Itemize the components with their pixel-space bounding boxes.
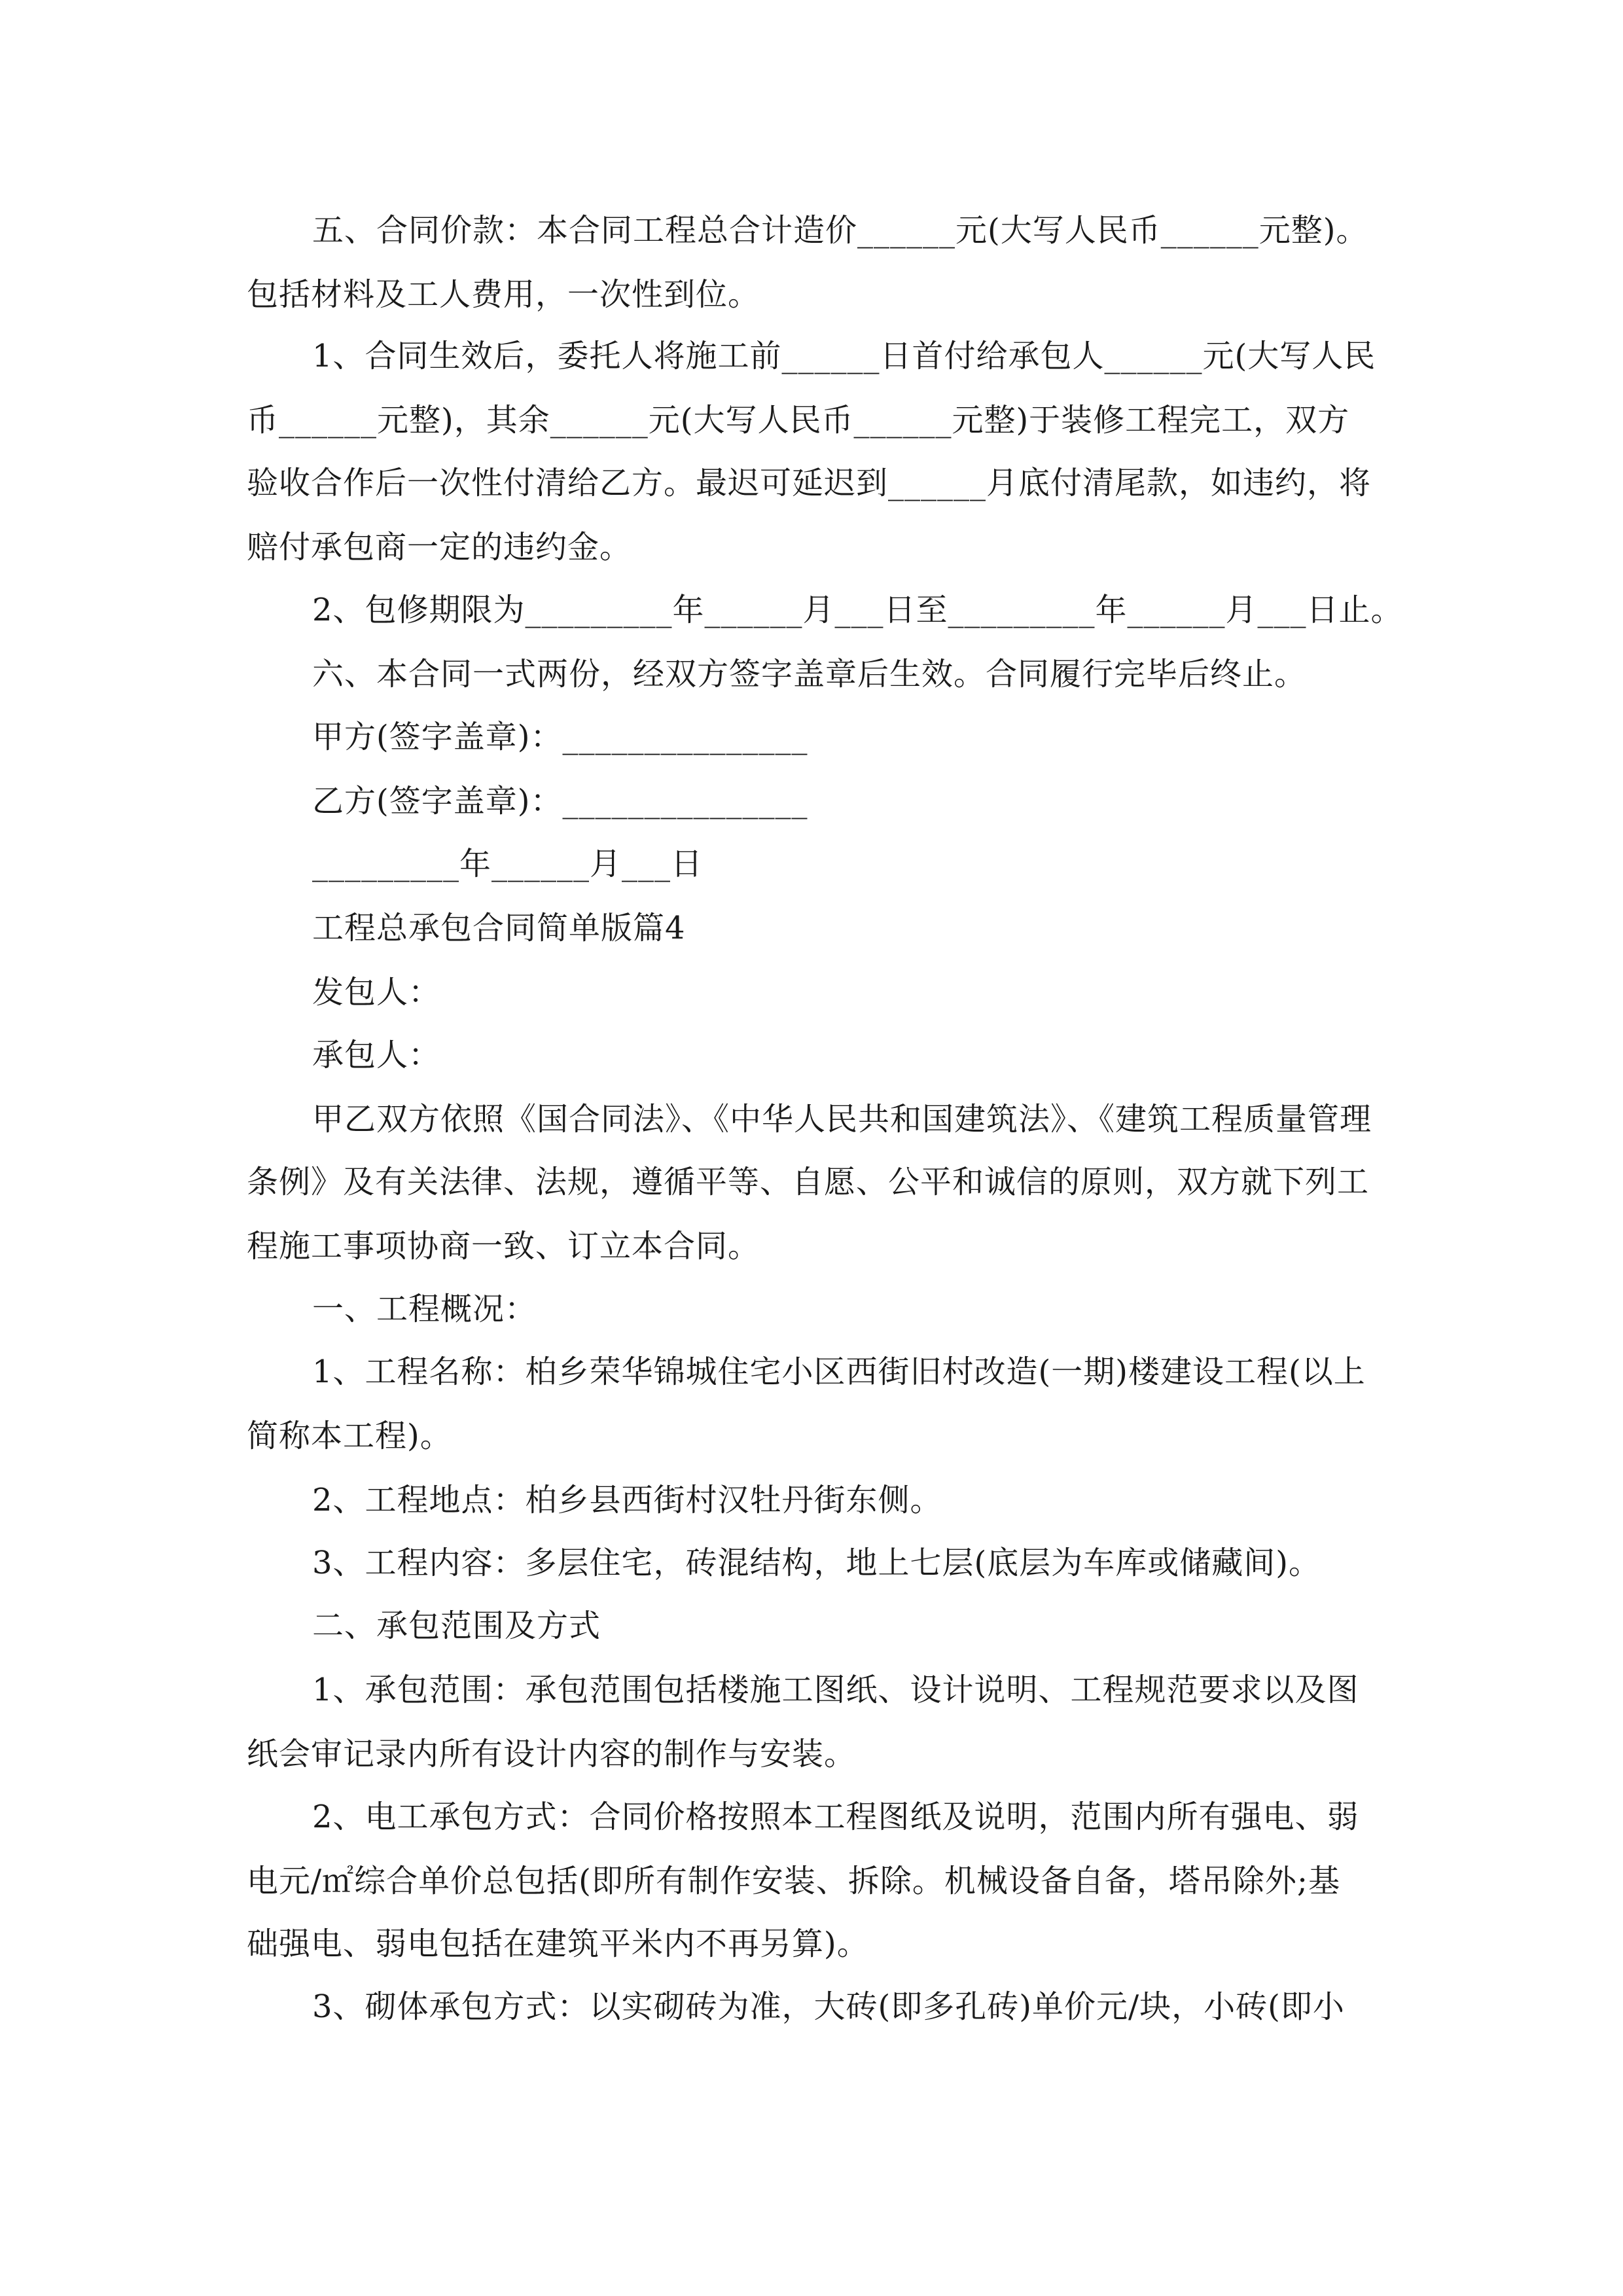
- paragraph-line: 甲乙双方依照《国合同法》、《中华人民共和国建筑法》、《建筑工程质量管理: [312, 1101, 1372, 1138]
- paragraph-line: 1、合同生效后，委托人将施工前______日首付给承包人______元(大写人民: [312, 338, 1376, 374]
- paragraph-line: 3、砌体承包方式：以实砌砖为准，大砖(即多孔砖)单价元/块，小砖(即小: [312, 1988, 1345, 2025]
- paragraph-line: 二、承包范围及方式: [312, 1607, 601, 1644]
- paragraph-line: 六、本合同一式两份，经双方签字盖章后生效。合同履行完毕后终止。: [312, 656, 1307, 692]
- paragraph-line: 2、电工承包方式：合同价格按照本工程图纸及说明，范围内所有强电、弱: [312, 1799, 1359, 1835]
- paragraph-line: 2、包修期限为_________年______月___日至_________年______月___日止。: [312, 592, 1403, 628]
- paragraph-line: 纸会审记录内所有设计内容的制作与安装。: [247, 1736, 857, 1772]
- paragraph-line: 五、合同价款：本合同工程总合计造价______元(大写人民币______元整)。: [312, 212, 1368, 249]
- paragraph-line: 一、工程概况：: [312, 1291, 537, 1327]
- paragraph-line: 1、工程名称：柏乡荣华锦城住宅小区西街旧村改造(一期)楼建设工程(以上: [312, 1354, 1366, 1390]
- paragraph-line: 电元/㎡综合单价总包括(即所有制作安装、拆除。机械设备自备，塔吊除外;基: [247, 1863, 1341, 1899]
- paragraph-line: 条例》及有关法律、法规，遵循平等、自愿、公平和诚信的原则，双方就下列工: [247, 1164, 1370, 1200]
- paragraph-line: 包括材料及工人费用，一次性到位。: [247, 276, 760, 313]
- paragraph-line: 承包人：: [312, 1037, 441, 1073]
- signature-line-party-b: 乙方(签字盖章)：_______________: [312, 783, 808, 819]
- paragraph-line: 赔付承包商一定的违约金。: [247, 529, 632, 565]
- paragraph-line: 础强电、弱电包括在建筑平米内不再另算)。: [247, 1926, 869, 1962]
- section-title: 工程总承包合同简单版篇4: [312, 910, 686, 946]
- paragraph-line: 3、工程内容：多层住宅，砖混结构，地上七层(底层为车库或储藏间)。: [312, 1545, 1321, 1581]
- paragraph-line: 1、承包范围：承包范围包括楼施工图纸、设计说明、工程规范要求以及图: [312, 1672, 1359, 1708]
- paragraph-line: 验收合作后一次性付清给乙方。最迟可延迟到______月底付清尾款，如违约，将: [247, 465, 1372, 501]
- paragraph-line: 简称本工程)。: [247, 1418, 452, 1454]
- signature-line-party-a: 甲方(签字盖章)：_______________: [312, 719, 808, 755]
- date-line: _________年______月___日: [312, 846, 704, 882]
- paragraph-line: 发包人：: [312, 974, 441, 1011]
- paragraph-line: 程施工事项协商一致、订立本合同。: [247, 1228, 760, 1265]
- paragraph-line: 币______元整)，其余______元(大写人民币______元整)于装修工程完工，双方: [247, 402, 1350, 439]
- paragraph-line: 2、工程地点：柏乡县西街村汉牡丹街东侧。: [312, 1482, 942, 1518]
